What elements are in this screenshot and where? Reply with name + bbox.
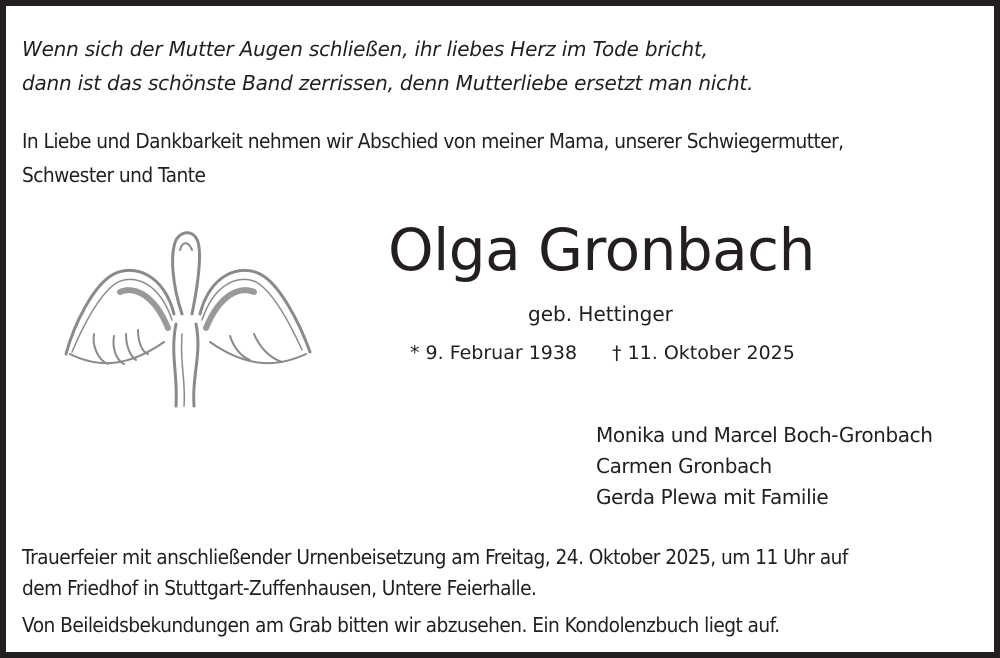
service-details <box>22 542 848 604</box>
birth-date: * 9. Februar 1938 <box>410 342 578 364</box>
angel-icon <box>64 224 314 414</box>
poem-line: Wenn sich der Mutter Augen schließen, ihr liebes Herz im Tode bricht, <box>22 37 708 61</box>
closing-note: Von Beileidsbekundungen am Grab bitten wir abzusehen. Ein Kondolenzbuch liegt auf. <box>22 613 780 637</box>
death-date: † 11. Oktober 2025 <box>612 342 795 364</box>
intro-text <box>22 124 844 192</box>
mourner: Carmen Gronbach <box>596 454 772 478</box>
service-line: dem Friedhof in Stuttgart-Zuffenhausen, Untere Feierhalle. <box>22 576 537 600</box>
service-line: Trauerfeier mit anschließender Urnenbeisetzung am Freitag, 24. Oktober 2025, um 11 Uhr auf <box>22 545 848 569</box>
maiden-name: geb. Hettinger <box>528 302 673 326</box>
intro-line: Schwester und Tante <box>22 163 206 187</box>
intro-line: In Liebe und Dankbarkeit nehmen wir Abschied von meiner Mama, unserer Schwiegermutter, <box>22 129 844 153</box>
mourner: Monika und Marcel Boch-Gronbach <box>596 423 933 447</box>
mourner: Gerda Plewa mit Familie <box>596 485 829 509</box>
life-dates <box>410 342 795 364</box>
poem-line: dann ist das schönste Band zerrissen, denn Mutterliebe ersetzt man nicht. <box>22 71 754 95</box>
mourners-list <box>596 420 932 513</box>
poem <box>22 32 753 100</box>
obituary-notice <box>6 6 994 652</box>
deceased-name: Olga Gronbach <box>388 216 815 284</box>
